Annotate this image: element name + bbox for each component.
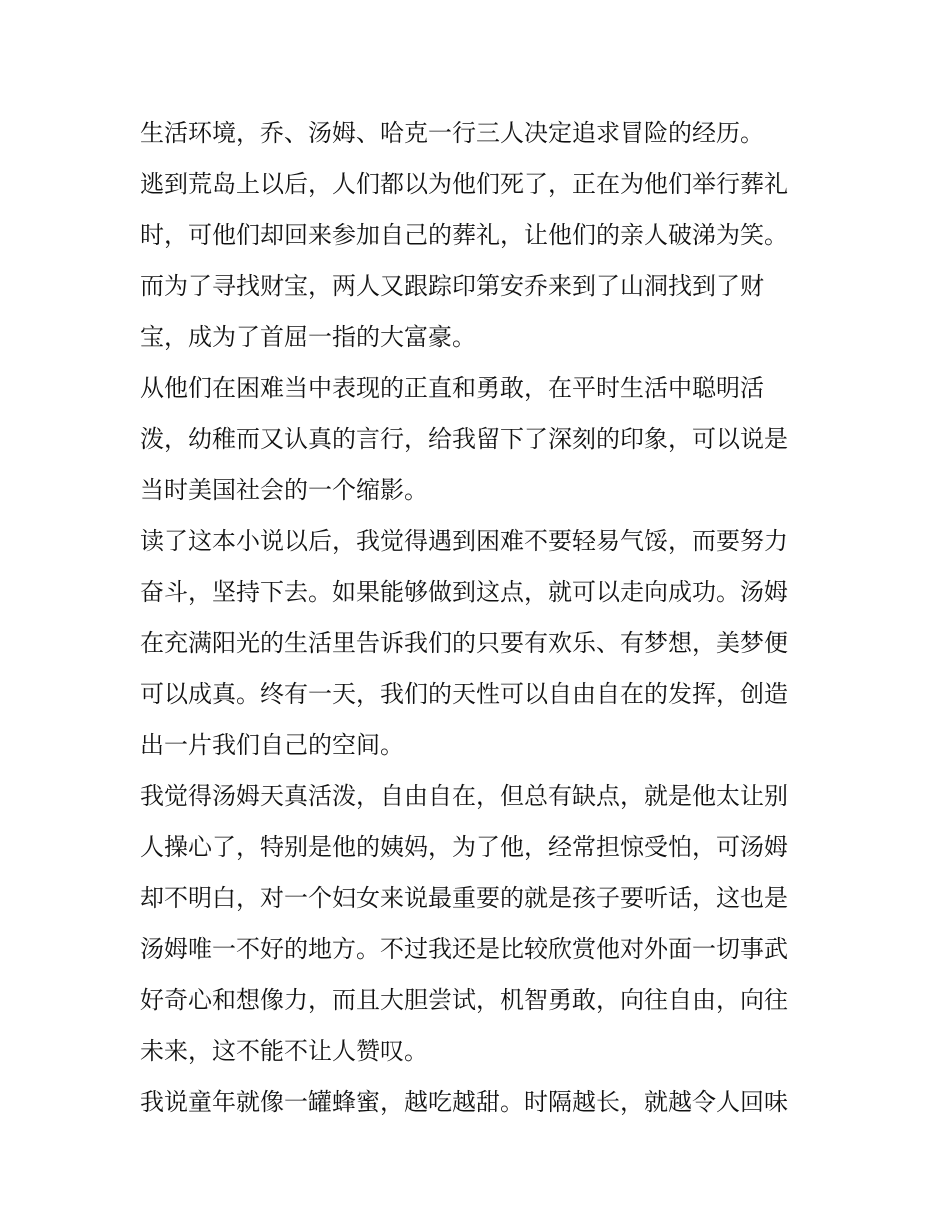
text-line: 我觉得汤姆天真活泼，自由自在，但总有缺点，就是他太让别 xyxy=(140,782,788,810)
document-body xyxy=(140,108,820,1128)
text-line: 人操心了，特别是他的姨妈，为了他，经常担惊受怕，可汤姆 xyxy=(140,833,788,861)
text-line: 而为了寻找财宝，两人又跟踪印第安乔来到了山洞找到了财 xyxy=(140,272,764,300)
text-line: 逃到荒岛上以后，人们都以为他们死了，正在为他们举行葬礼 xyxy=(140,170,788,198)
text-line: 当时美国社会的一个缩影。 xyxy=(140,476,428,504)
text-line: 生活环境，乔、汤姆、哈克一行三人决定追求冒险的经历。 xyxy=(140,119,764,147)
text-line: 在充满阳光的生活里告诉我们的只要有欢乐、有梦想，美梦便 xyxy=(140,629,788,657)
text-line: 我说童年就像一罐蜂蜜，越吃越甜。时隔越长，就越令人回味 xyxy=(140,1088,788,1116)
text-line: 可以成真。终有一天，我们的天性可以自由自在的发挥，创造 xyxy=(140,680,788,708)
text-line: 泼，幼稚而又认真的言行，给我留下了深刻的印象，可以说是 xyxy=(140,425,788,453)
text-line: 读了这本小说以后，我觉得遇到困难不要轻易气馁，而要努力 xyxy=(140,527,788,555)
text-line: 未来，这不能不让人赞叹。 xyxy=(140,1037,428,1065)
text-line: 奋斗，坚持下去。如果能够做到这点，就可以走向成功。汤姆 xyxy=(140,578,788,606)
text-line: 时，可他们却回来参加自己的葬礼，让他们的亲人破涕为笑。 xyxy=(140,221,788,249)
text-line: 宝，成为了首屈一指的大富豪。 xyxy=(140,323,476,351)
text-line: 出一片我们自己的空间。 xyxy=(140,731,404,759)
text-line: 从他们在困难当中表现的正直和勇敢，在平时生活中聪明活 xyxy=(140,374,764,402)
text-line: 却不明白，对一个妇女来说最重要的就是孩子要听话，这也是 xyxy=(140,884,788,912)
text-line: 好奇心和想像力，而且大胆尝试，机智勇敢，向往自由，向往 xyxy=(140,986,788,1014)
text-line: 汤姆唯一不好的地方。不过我还是比较欣赏他对外面一切事武 xyxy=(140,935,788,963)
